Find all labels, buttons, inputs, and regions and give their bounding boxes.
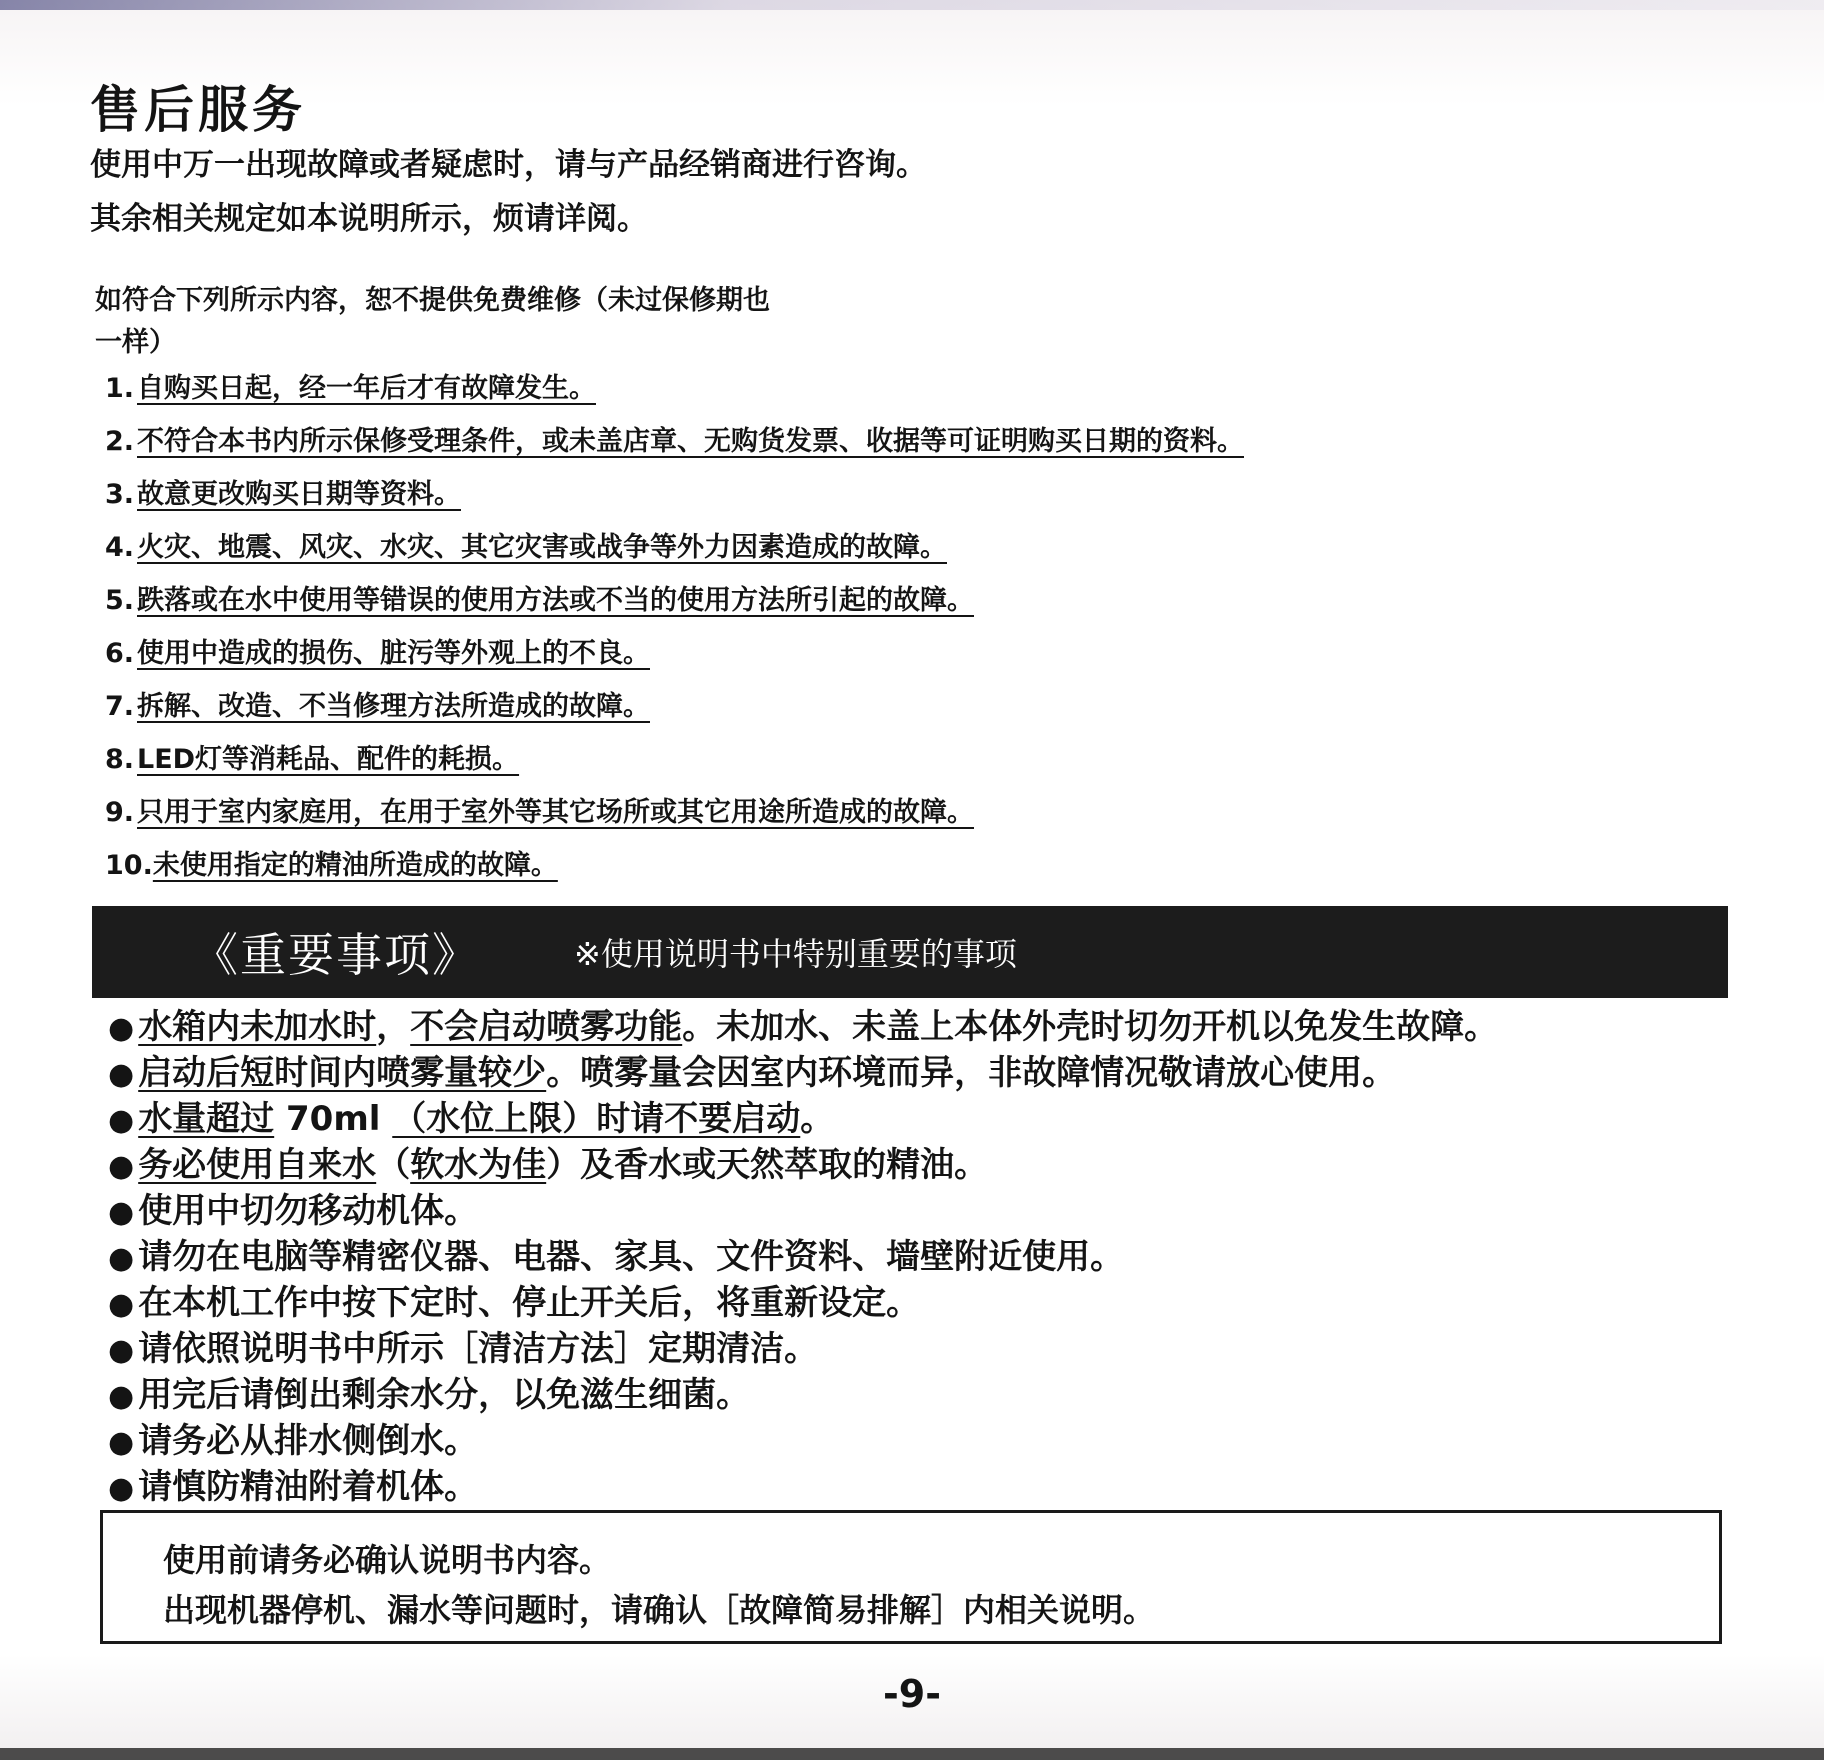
bullet-icon: ● (108, 1103, 135, 1138)
note-text: 请慎防精油附着机体。 (138, 1467, 479, 1507)
confirm-box (100, 1510, 1722, 1644)
note-item (108, 1050, 1498, 1096)
exclusion-text: 故意更改购买日期等资料。 (137, 479, 461, 510)
exclusion-text: 使用中造成的损伤、脏污等外观上的不良。 (137, 638, 650, 669)
bullet-icon: ● (108, 1195, 135, 1230)
bullet-icon: ● (108, 1425, 135, 1460)
exclusion-number: 5. (105, 585, 135, 616)
intro-line: 其余相关规定如本说明所示，烦请详阅。 (90, 201, 648, 237)
note-item (108, 1234, 1498, 1280)
bullet-icon: ● (108, 1333, 135, 1368)
note-item (108, 1464, 1498, 1510)
exclusion-lead-line: 一样） (95, 327, 176, 358)
exclusion-lead (95, 280, 770, 364)
note-text: 在本机工作中按下定时、停止开关后，将重新设定。 (138, 1283, 921, 1323)
note-underlined: 启动后短时间内喷雾量较少 (138, 1053, 547, 1093)
exclusion-text: 火灾、地震、风灾、水灾、其它灾害或战争等外力因素造成的故障。 (137, 532, 947, 563)
bullet-icon: ● (108, 1287, 135, 1322)
exclusion-item (105, 472, 1244, 525)
note-text: ）及香水或天然萃取的精油。 (546, 1145, 989, 1185)
intro-line: 使用中万一出现故障或者疑虑时，请与产品经销商进行咨询。 (90, 147, 927, 183)
note-item (108, 1326, 1498, 1372)
confirm-line: 出现机器停机、漏水等问题时，请确认［故障简易排解］内相关说明。 (163, 1591, 1156, 1629)
note-item (108, 1096, 1498, 1142)
exclusion-item (105, 419, 1244, 472)
exclusion-item (105, 578, 1244, 631)
exclusion-number: 10. (105, 850, 153, 881)
bullet-icon: ● (108, 1379, 135, 1414)
bullet-icon: ● (108, 1057, 135, 1092)
important-subtitle: ※使用说明书中特别重要的事项 (574, 935, 1017, 973)
exclusion-number: 8. (105, 744, 135, 775)
exclusion-item (105, 790, 1244, 843)
note-text: ， (376, 1007, 411, 1047)
exclusion-item (105, 737, 1244, 790)
exclusion-item (105, 843, 1244, 896)
confirm-line: 使用前请务必确认说明书内容。 (163, 1541, 612, 1579)
intro-text (90, 138, 927, 246)
exclusion-number: 2. (105, 426, 135, 457)
note-item (108, 1004, 1498, 1050)
note-item (108, 1280, 1498, 1326)
exclusion-item (105, 631, 1244, 684)
note-underlined: 水量超过 (138, 1099, 275, 1139)
note-item (108, 1372, 1498, 1418)
page-number: -9- (883, 1672, 941, 1716)
page-title: 售后服务 (90, 81, 306, 139)
exclusion-item (105, 525, 1244, 578)
exclusion-number: 6. (105, 638, 135, 669)
important-title: 《重要事项》 (192, 928, 480, 982)
exclusion-number: 9. (105, 797, 135, 828)
note-text: 用完后请倒出剩余水分，以免滋生细菌。 (138, 1375, 751, 1415)
exclusion-number: 4. (105, 532, 135, 563)
note-text: 。喷雾量会因室内环境而异，非故障情况敬请放心使用。 (546, 1053, 1397, 1093)
note-text: 请依照说明书中所示［清洁方法］定期清洁。 (138, 1329, 819, 1369)
note-item (108, 1188, 1498, 1234)
exclusion-text: 自购买日起，经一年后才有故障发生。 (137, 373, 596, 404)
note-underlined: 不会启动喷雾功能 (410, 1007, 683, 1047)
exclusion-number: 3. (105, 479, 135, 510)
bullet-icon: ● (108, 1471, 135, 1506)
exclusion-text: 只用于室内家庭用，在用于室外等其它场所或其它用途所造成的故障。 (137, 797, 974, 828)
bullet-icon: ● (108, 1011, 135, 1046)
note-text: 。 (800, 1099, 835, 1139)
note-item (108, 1142, 1498, 1188)
note-text: 。未加水、未盖上本体外壳时切勿开机以免发生故障。 (682, 1007, 1499, 1047)
exclusion-number: 1. (105, 373, 135, 404)
exclusion-number: 7. (105, 691, 135, 722)
exclusion-item (105, 684, 1244, 737)
note-underlined: （水位上限）时请不要启动 (392, 1099, 801, 1139)
exclusion-text: 不符合本书内所示保修受理条件，或未盖店章、无购货发票、收据等可证明购买日期的资料。 (137, 426, 1244, 457)
page-bottom-edge (0, 1748, 1824, 1760)
exclusion-lead-line: 如符合下列所示内容，恕不提供免费维修（未过保修期也 (95, 285, 770, 316)
note-text: （ (376, 1145, 411, 1185)
exclusion-list (105, 366, 1244, 896)
note-text: 使用中切勿移动机体。 (138, 1191, 479, 1231)
note-underlined: 软水为佳 (410, 1145, 547, 1185)
note-underlined: 水箱内未加水时 (138, 1007, 377, 1047)
note-text: 70ml (274, 1099, 393, 1139)
exclusion-text: 未使用指定的精油所造成的故障。 (152, 850, 558, 881)
important-notes-list (108, 1004, 1498, 1510)
page-top-edge (0, 0, 1824, 10)
note-underlined: 务必使用自来水 (138, 1145, 377, 1185)
bullet-icon: ● (108, 1241, 135, 1276)
note-text: 请务必从排水侧倒水。 (138, 1421, 479, 1461)
exclusion-item (105, 366, 1244, 419)
important-banner (92, 906, 1728, 998)
bullet-icon: ● (108, 1149, 135, 1184)
exclusion-text: 跌落或在水中使用等错误的使用方法或不当的使用方法所引起的故障。 (137, 585, 974, 616)
exclusion-text: LED灯等消耗品、配件的耗损。 (137, 744, 520, 775)
note-text: 请勿在电脑等精密仪器、电器、家具、文件资料、墙壁附近使用。 (138, 1237, 1125, 1277)
note-item (108, 1418, 1498, 1464)
exclusion-text: 拆解、改造、不当修理方法所造成的故障。 (137, 691, 650, 722)
